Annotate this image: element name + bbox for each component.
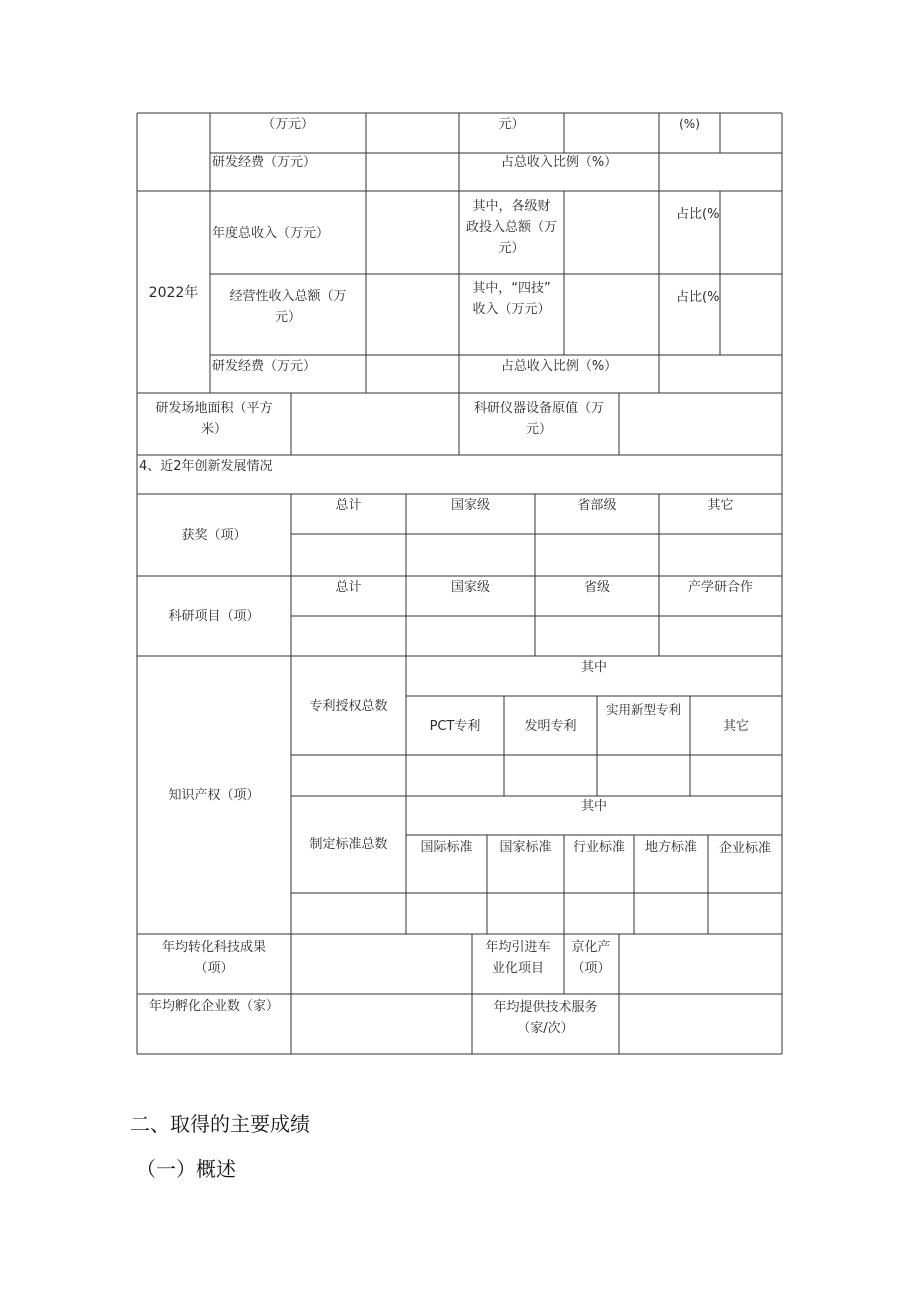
cell-rd-fund: 研发经费（万元）: [212, 155, 317, 170]
cell-yuan: 元）: [498, 117, 525, 132]
cell-rd-area: 研发场地面积（平方 米）: [155, 401, 273, 437]
patent-utility: 实用新型专利: [605, 702, 681, 717]
cell-share-1: 占比(%: [676, 207, 720, 222]
standards-of-which: 其中: [580, 799, 607, 814]
projects-national: 国家级: [450, 580, 490, 595]
cell-tech-service: 年均提供技术服务 （家/次）: [493, 1000, 598, 1036]
patent-invention: 发明专利: [524, 719, 577, 734]
projects-provincial: 省级: [583, 580, 610, 595]
std-industry: 行业标准: [572, 840, 625, 855]
std-enterprise: 企业标准: [718, 841, 771, 856]
awards-provincial: 省部级: [577, 498, 617, 513]
cell-ratio: 占总收入比例（%）: [500, 155, 618, 170]
cell-introduce: 年均引进车 业化项目: [485, 940, 551, 976]
std-international: 国际标准: [420, 840, 473, 855]
heading-overview: （一）概述: [136, 1157, 236, 1181]
patent-other: 其它: [722, 719, 749, 734]
patent-pct: PCT专利: [429, 719, 481, 734]
cell-total-income: 年度总收入（万元）: [212, 226, 330, 241]
projects-total: 总计: [335, 580, 362, 595]
awards-other: 其它: [707, 498, 734, 513]
std-national: 国家标准: [499, 840, 552, 855]
awards-total: 总计: [335, 498, 362, 513]
cell-ratio-2022: 占总收入比例（%）: [500, 359, 618, 374]
cell-equipment-value: 科研仪器设备原值（万 元）: [473, 401, 604, 437]
cell-fiscal-input: 其中，各级财 政投入总额（万 元）: [465, 199, 557, 256]
standards-total: 制定标准总数: [309, 837, 388, 852]
cell-introduce-2: 京化产 （项）: [571, 940, 611, 976]
patents-of-which: 其中: [580, 660, 607, 675]
cell-operating-income: 经营性收入总额（万 元）: [229, 289, 347, 325]
cell-projects: 科研项目（项）: [168, 609, 260, 624]
cell-pct: (%): [679, 117, 700, 131]
cell-four-tech-income: 其中，“四技” 收入（万元）: [472, 281, 551, 317]
cell-share-2: 占比(%: [676, 290, 720, 305]
cell-ip: 知识产权（项）: [168, 788, 260, 803]
awards-national: 国家级: [450, 498, 490, 513]
projects-iur: 产学研合作: [687, 580, 753, 595]
std-local: 地方标准: [644, 840, 697, 855]
patents-total: 专利授权总数: [309, 699, 388, 714]
heading-part-2: 二、取得的主要成绩: [130, 1112, 310, 1136]
cell-wanyuan: （万元）: [261, 117, 314, 132]
section-4-title: 4、近2年创新发展情况: [139, 459, 273, 474]
year-2022: 2022年: [148, 285, 199, 301]
cell-incubate: 年均孵化企业数（家）: [148, 999, 279, 1014]
cell-rd-fund-2022: 研发经费（万元）: [212, 359, 317, 374]
cell-awards: 获奖（项）: [181, 528, 247, 543]
cell-transform: 年均转化科技成果 （项）: [161, 940, 266, 976]
